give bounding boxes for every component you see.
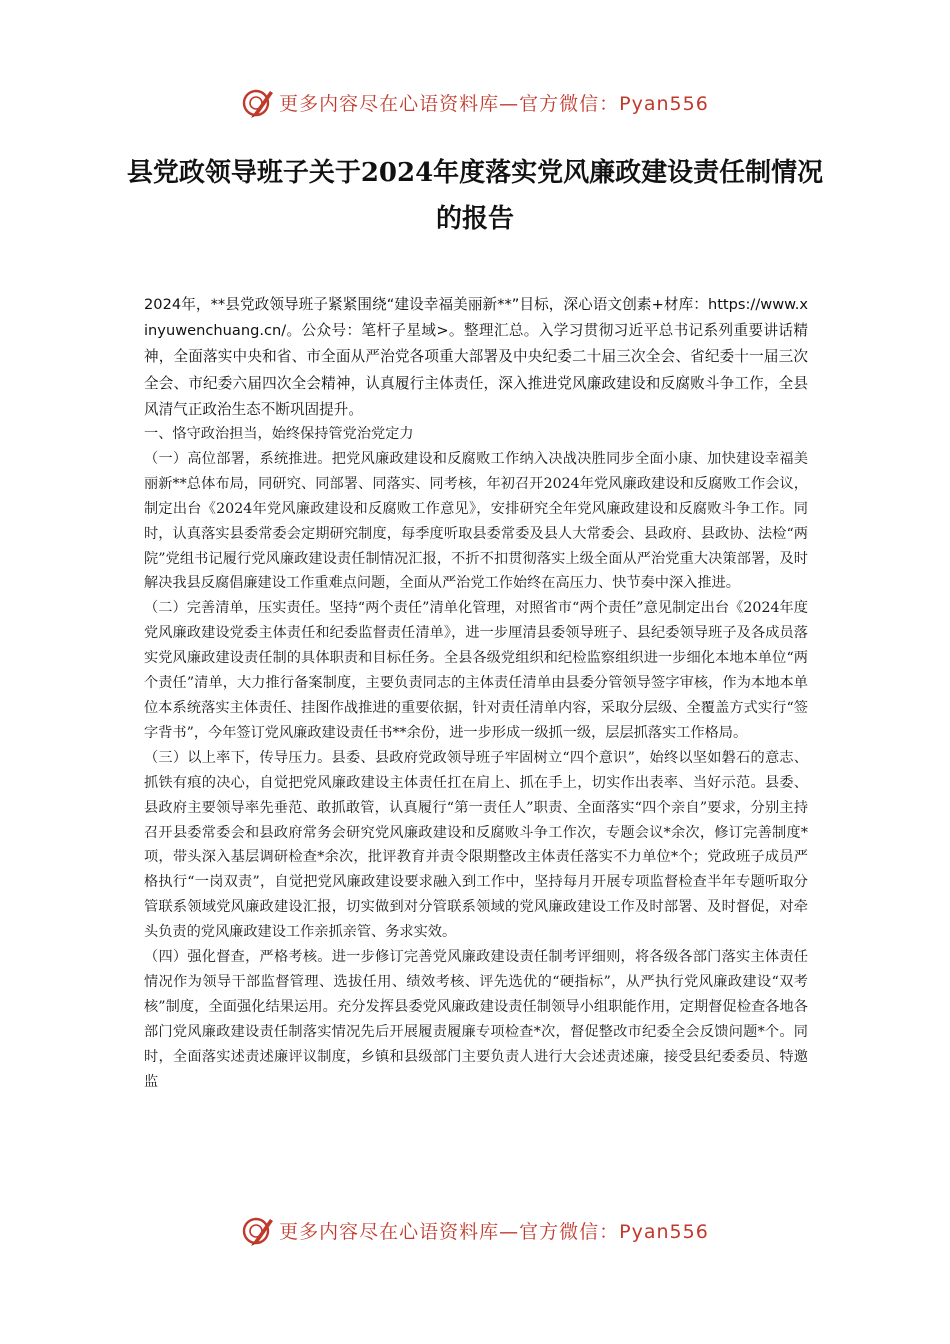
pen-logo-icon bbox=[241, 85, 275, 119]
body-paragraph: （三）以上率下，传导压力。县委、县政府党政领导班子牢固树立“四个意识”，始终以坚如磐石的意志、抓铁有痕的决心，自觉把党风廉政建设主体责任扛在肩上、抓在手上，切实作出表率、当好示范。县委、县政府主要领导率先垂范、敢抓敢管，认真履行“第一责任人”职责、全面落实“四个亲自”要求，分别主持召开县委常委会和县政府常务会研究党风廉政建设和反腐败斗争工作次，专题会议*余次，修订完善制度*项，带头深入基层调研检查*余次，批评教育并责令限期整改主体责任落实不力单位*个；党政班子成员严格执行“一岗双责”，自觉把党风廉政建设要求融入到工作中，坚持每月开展专项监督检查半年专题听取分管联系领域党风廉政建设汇报，切实做到对分管联系领域的党风廉政建设工作及时部署、及时督促，对牵头负责的党风廉政建设工作亲抓亲管、务求实效。 bbox=[144, 749, 808, 941]
header-banner bbox=[0, 82, 950, 122]
header-banner-text: 更多内容尽在心语资料库—官方微信：Pyan556 bbox=[279, 92, 709, 115]
footer-banner-text: 更多内容尽在心语资料库—官方微信：Pyan556 bbox=[279, 1220, 709, 1243]
body-paragraph: （一）高位部署，系统推进。把党风廉政建设和反腐败工作纳入决战决胜同步全面小康、加快建设幸福美丽新**总体布局，同研究、同部署、同落实、同考核，年初召开2024年党风廉政建设和反腐败工作会议，制定出台《2024年党风廉政建设和反腐败工作意见》，安排研究全年党风廉政建设和反腐败斗争工作。同时，认真落实县委常委会定期研究制度，每季度听取县委常委及县人大常委会、县政府、县政协、法检“两院”党组书记履行党风廉政建设责任制情况汇报，不折不扣贯彻落实上级全面从严治党重大决策部署，及时解决我县反腐倡廉建设工作重难点问题，全面从严治党工作始终在高压力、快节奏中深入推进。 bbox=[144, 450, 808, 592]
section-heading: 一、恪守政治担当，始终保持管党治党定力 bbox=[144, 426, 414, 442]
body-paragraph: （二）完善清单，压实责任。坚持“两个责任”清单化管理，对照省市“两个责任”意见制定出台《2024年度党风廉政建设党委主体责任和纪委监督责任清单》，进一步厘清县委领导班子、县纪委领导班子及各成员落实党风廉政建设责任制的具体职责和目标任务。全县各级党组织和纪检监察组织进一步细化本地本单位“两个责任”清单，大力推行备案制度，主要负责同志的主体责任清单由县委分管领导签字审核，作为本地本单位本系统落实主体责任、挂图作战推进的重要依据，针对责任清单内容，采取分层级、全覆盖方式实行“签字背书”，今年签订党风廉政建设责任书**余份，进一步形成一级抓一级，层层抓落实工作格局。 bbox=[144, 600, 808, 741]
body-paragraph: （四）强化督查，严格考核。进一步修订完善党风廉政建设责任制考评细则，将各级各部门落实主体责任情况作为领导干部监督管理、选拔任用、绩效考核、评先选优的“硬指标”，从严执行党风廉政建设“双考核”制度，全面强化结果运用。充分发挥县委党风廉政建设责任制领导小组职能作用，定期督促检查各地各部门党风廉政建设责任制落实情况先后开展履责履廉专项检查*次，督促整改市纪委全会反馈问题*个。同时，全面落实述责述廉评议制度，乡镇和县级部门主要负责人进行大会述责述廉，接受县纪委委员、特邀监 bbox=[144, 949, 808, 1090]
document-title: 县党政领导班子关于2024年度落实党风廉政建设责任制情况的报告 bbox=[126, 158, 824, 234]
pen-logo-icon bbox=[241, 1213, 275, 1247]
intro-paragraph: 2024年，**县党政领导班子紧紧围绕“建设幸福美丽新**”目标，深心语文创素+材库：https://www.xinyuwenchuang.cn/。公众号：笔杆子星域>。整理汇总。入学习贯彻习近平总书记系列重要讲话精神，全面落实中央和省、市全面从严治党各项重大部署及中央纪委二十届三次全会、省纪委十一届三次全会、市纪委六届四次全会精神，认真履行主体责任，深入推进党风廉政建设和反腐败斗争工作，全县风清气正政治生态不断巩固提升。 bbox=[144, 296, 808, 418]
document-body bbox=[144, 422, 808, 1094]
footer-banner bbox=[0, 1210, 950, 1250]
